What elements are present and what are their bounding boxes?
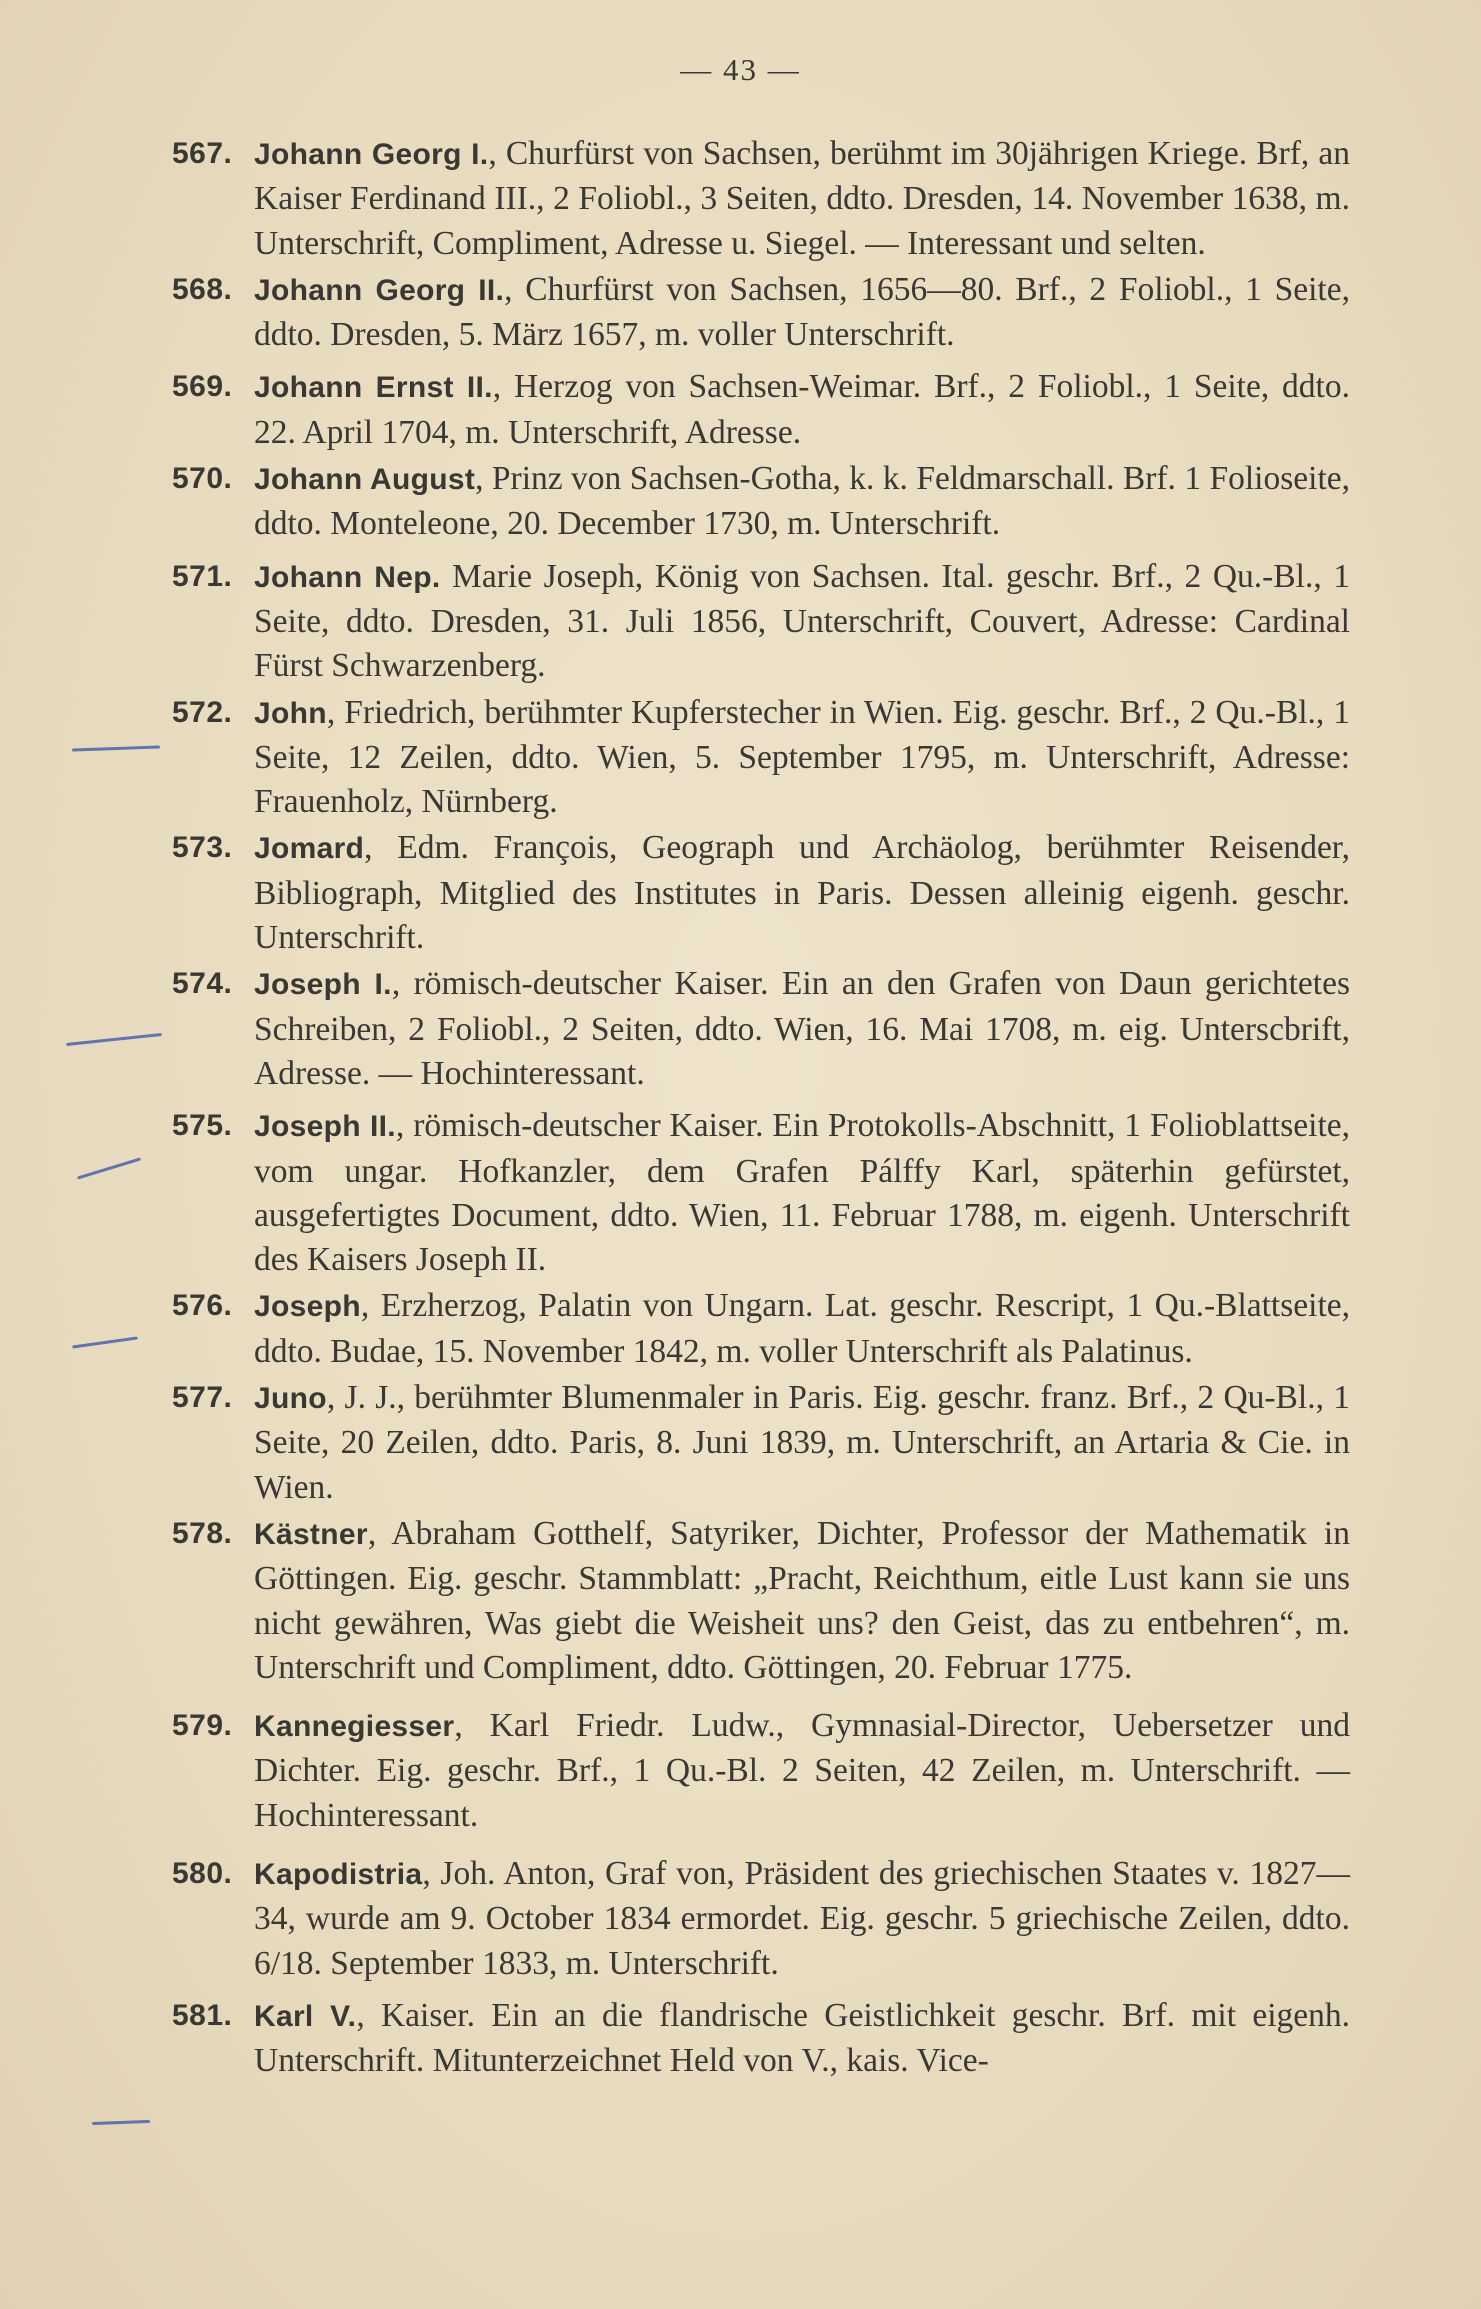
entry-text: , Herzog von Sachsen-Weimar. Brf., 2 Foliobl., 1 Seite, ddto. 22. April 1704, m. Unterschrift, Adresse. (254, 368, 1350, 451)
entry-number: 572. (172, 695, 233, 729)
catalog-entry (172, 1376, 1350, 1510)
catalog-entry (172, 555, 1350, 689)
entry-name: Johann Ernst II. (254, 371, 493, 405)
entry-text: , J. J., berühmter Blumenmaler in Paris. Eig. geschr. franz. Brf., 2 Qu-Bl., 1 Seite, 20 Zeilen, ddto. Paris, 8. Juni 1839, m. Unterschrift, an Artaria & Cie. in Wien. (254, 1379, 1350, 1506)
margin-pen-mark (72, 745, 160, 751)
catalog-entry (172, 457, 1350, 547)
margin-pen-mark (77, 1157, 141, 1179)
entry-text: , Erzherzog, Palatin von Ungarn. Lat. geschr. Rescript, 1 Qu.-Blattseite, ddto. Budae, 15. November 1842, m. voller Unterschrift als Palatinus. (254, 1287, 1350, 1370)
catalog-entry (172, 1852, 1350, 1986)
catalog-entry (172, 1104, 1350, 1282)
entry-name: Joseph I. (254, 968, 392, 1002)
entry-text: , Abraham Gotthelf, Satyriker, Dichter, Professor der Mathematik in Göttingen. Eig. geschr. Stammblatt: „Pracht, Reichthum, eitle Lust kann sie uns nicht gewähren, Was giebt die Weisheit uns? den Geist, das zu entbehren“, m. Unterschrift und Compliment, ddto. Göttingen, 20. Februar 1775. (254, 1514, 1350, 1686)
entry-name: Johann Georg I. (254, 138, 489, 171)
entry-name: Johann Georg II. (254, 273, 505, 307)
entry-name: Johann August (254, 463, 476, 497)
entry-text: , Kaiser. Ein an die flandrische Geistlichkeit geschr. Brf. mit eigenh. Unterschrift. Mitunterzeichnet Held von V., kais. Vice- (254, 1996, 1350, 2080)
entry-name: Karl V. (254, 1999, 357, 2033)
entry-name: Kästner (254, 1517, 368, 1551)
entry-number: 574. (172, 967, 233, 1001)
page-number: — 43 — (680, 52, 801, 87)
entry-number: 573. (172, 831, 233, 865)
entry-number: 581. (172, 1998, 233, 2032)
entry-number: 576. (172, 1289, 233, 1323)
catalog-entry (172, 1994, 1350, 2084)
margin-pen-mark (72, 1336, 138, 1348)
catalog-entry (172, 268, 1350, 358)
margin-pen-mark (92, 2120, 150, 2125)
entry-number: 578. (172, 1516, 233, 1550)
entry-number: 579. (172, 1709, 233, 1743)
entry-number: 570. (172, 462, 233, 496)
entry-text: , Churfürst von Sachsen, 1656—80. Brf., 2 Foliobl., 1 Seite, ddto. Dresden, 5. März 1657, m. voller Unterschrift. (254, 270, 1350, 354)
entry-name: Joseph (254, 1290, 361, 1324)
catalog-entry (172, 1284, 1350, 1374)
entry-text: Marie Joseph, König von Sachsen. Ital. geschr. Brf., 2 Qu.-Bl., 1 Seite, ddto. Dresden, 31. Juli 1856, Unterschrift, Couvert, Adresse: Cardinal Fürst Schwarzenberg. (254, 557, 1350, 685)
entry-text: , römisch-deutscher Kaiser. Ein Protokolls-Abschnitt, 1 Folioblattseite, vom ungar. Hofkanzler, dem Grafen Pálffy Karl, späterhin gefürstet, ausgefertigtes Document, ddto. Wien, 11. Februar 1788, m. eigenh. Unterschrift des Kaisers Joseph II. (254, 1107, 1350, 1279)
entry-number: 580. (172, 1856, 233, 1890)
catalog-entries (172, 132, 1350, 2083)
entry-number: 571. (172, 559, 233, 593)
entry-number: 567. (172, 137, 233, 170)
catalog-entry (172, 691, 1350, 825)
entry-name: John (254, 696, 327, 730)
entry-name: Kapodistria (254, 1857, 423, 1891)
entry-name: Juno (254, 1382, 327, 1416)
entry-name: Jomard (254, 832, 365, 866)
entry-text: , römisch-deutscher Kaiser. Ein an den Grafen von Daun gerichtetes Schreiben, 2 Foliobl., 2 Seiten, ddto. Wien, 16. Mai 1708, m. eig. Unterscbrift, Adresse. — Hochinteressant. (254, 965, 1350, 1092)
entry-text: , Karl Friedr. Ludw., Gymnasial-Director, Uebersetzer und Dichter. Eig. geschr. Brf., 1 Qu.-Bl. 2 Seiten, 42 Zeilen, m. Unterschrift. — Hochinteressant. (254, 1707, 1350, 1834)
margin-pen-mark (66, 1033, 162, 1046)
catalog-entry (172, 132, 1350, 266)
catalog-entry (172, 826, 1350, 960)
catalog-entry (172, 962, 1350, 1096)
entry-number: 568. (172, 272, 233, 306)
entry-text: , Edm. François, Geograph und Archäolog, berühmter Reisender, Bibliograph, Mitglied des Institutes in Paris. Dessen alleinig eigenh. geschr. Unterschrift. (254, 829, 1350, 957)
entry-text: , Churfürst von Sachsen, berühmt im 30jährigen Kriege. Brf, an Kaiser Ferdinand III., 2 Foliobl., 3 Seiten, ddto. Dresden, 14. November 1638, m. Unterschrift, Compliment, Adresse u. Siegel. — Interessant und selten. (254, 135, 1350, 262)
entry-name: Kannegiesser (254, 1710, 455, 1744)
entry-name: Joseph II. (254, 1110, 396, 1144)
entry-name: Johann Nep. (254, 560, 441, 594)
catalog-entry (172, 1512, 1350, 1690)
entry-text: , Joh. Anton, Graf von, Präsident des griechischen Staates v. 1827—34, wurde am 9. October 1834 ermordet. Eig. geschr. 5 griechische Zeilen, ddto. 6/18. September 1833, m. Unterschrift. (254, 1854, 1350, 1982)
entry-text: , Prinz von Sachsen-Gotha, k. k. Feldmarschall. Brf. 1 Folioseite, ddto. Monteleone, 20. December 1730, m. Unterschrift. (254, 460, 1350, 543)
entry-number: 575. (172, 1109, 233, 1143)
entry-number: 569. (172, 370, 233, 404)
entry-number: 577. (172, 1381, 233, 1415)
catalog-entry (172, 365, 1350, 455)
entry-text: , Friedrich, berühmter Kupferstecher in Wien. Eig. geschr. Brf., 2 Qu.-Bl., 1 Seite, 12 Zeilen, ddto. Wien, 5. September 1795, m. Unterschrift, Adresse: Frauenholz, Nürnberg. (254, 693, 1350, 821)
catalog-entry (172, 1704, 1350, 1838)
